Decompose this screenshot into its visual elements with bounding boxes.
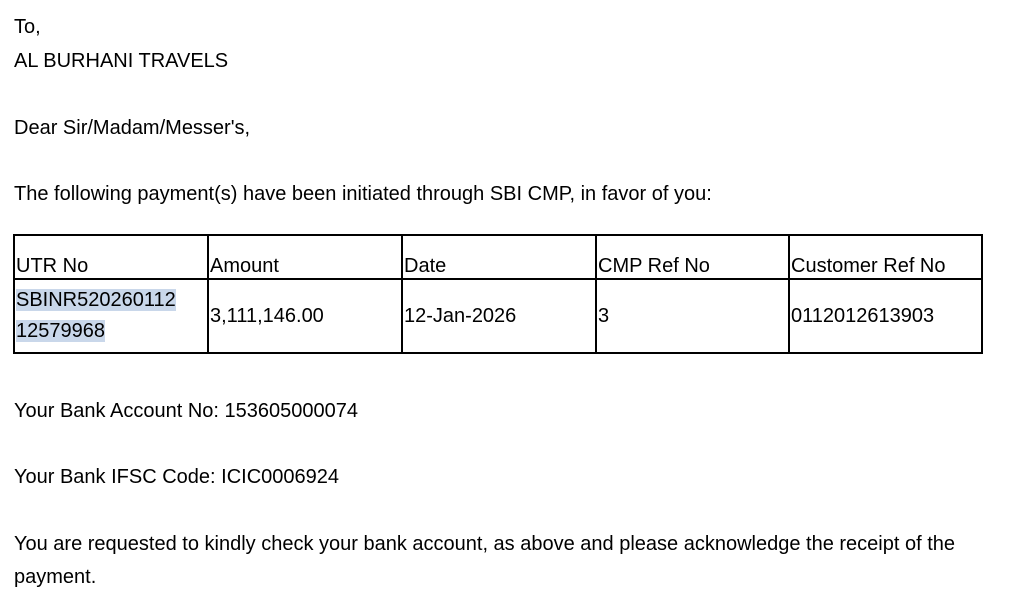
ifsc-code-line: Your Bank IFSC Code: ICIC0006924 xyxy=(14,466,340,488)
cell-cmp-ref-no: 3 xyxy=(596,279,789,353)
payments-table xyxy=(13,234,983,354)
salutation-to: To, xyxy=(14,16,41,38)
recipient-name: AL BURHANI TRAVELS xyxy=(14,50,229,72)
utr-no-line-1[interactable]: SBINR520260112 xyxy=(16,289,176,311)
table-header-row xyxy=(14,235,982,279)
bank-account-line: Your Bank Account No: 153605000074 xyxy=(14,400,358,422)
greeting: Dear Sir/Madam/Messer's, xyxy=(14,117,251,139)
header-date: Date xyxy=(402,235,596,279)
table-row xyxy=(14,279,982,353)
cell-customer-ref-no: 0112012613903 xyxy=(789,279,982,353)
header-utr-no: UTR No xyxy=(14,235,208,279)
header-amount: Amount xyxy=(208,235,402,279)
utr-no-line-2[interactable]: 12579968 xyxy=(16,320,105,342)
intro-text: The following payment(s) have been initiated through SBI CMP, in favor of you: xyxy=(14,183,712,205)
cell-amount: 3,111,146.00 xyxy=(208,279,402,353)
header-cmp-ref-no: CMP Ref No xyxy=(596,235,789,279)
cell-date: 12-Jan-2026 xyxy=(402,279,596,353)
header-customer-ref-no: Customer Ref No xyxy=(789,235,982,279)
cell-utr-no[interactable] xyxy=(14,279,208,353)
closing-paragraph: You are requested to kindly check your bank account, as above and please acknowledge the receipt of the payment. xyxy=(14,533,955,588)
